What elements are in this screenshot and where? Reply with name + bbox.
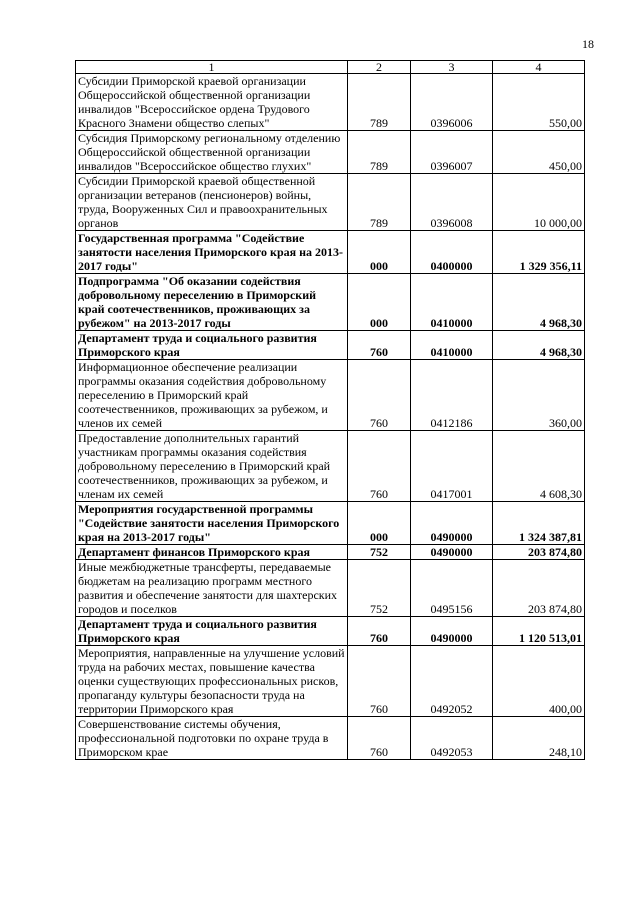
- row-csr-cell: 0396006: [411, 74, 493, 131]
- table-body: [76, 61, 585, 760]
- table-header-row: [76, 61, 585, 74]
- header-col-2: 2: [348, 61, 411, 74]
- row-code-cell: 760: [348, 717, 411, 760]
- table-row: [76, 274, 585, 331]
- row-name-cell: Совершенствование системы обучения, профессиональной подготовки по охране труда в Приморском крае: [76, 717, 348, 760]
- row-sum-cell: 1 324 387,81: [493, 502, 585, 545]
- row-name-cell: Субсидии Приморской краевой общественной организации ветеранов (пенсионеров) войны, труда, Вооруженных Сил и правоохранительных органов: [76, 174, 348, 231]
- row-csr-cell: 0490000: [411, 545, 493, 560]
- row-sum-cell: 4 608,30: [493, 431, 585, 502]
- row-sum-cell: 450,00: [493, 131, 585, 174]
- row-sum-cell: 203 874,80: [493, 545, 585, 560]
- table-row: [76, 545, 585, 560]
- row-csr-cell: 0490000: [411, 617, 493, 646]
- row-csr-cell: 0490000: [411, 502, 493, 545]
- table-row: [76, 646, 585, 717]
- row-csr-cell: 0400000: [411, 231, 493, 274]
- row-sum-cell: 248,10: [493, 717, 585, 760]
- row-sum-cell: 360,00: [493, 360, 585, 431]
- row-csr-cell: 0410000: [411, 331, 493, 360]
- row-sum-cell: 10 000,00: [493, 174, 585, 231]
- row-code-cell: 000: [348, 274, 411, 331]
- row-sum-cell: 1 329 356,11: [493, 231, 585, 274]
- table-row: [76, 131, 585, 174]
- row-code-cell: 760: [348, 431, 411, 502]
- table-row: [76, 560, 585, 617]
- row-name-cell: Департамент труда и социального развития Приморского края: [76, 617, 348, 646]
- page-number: 18: [582, 37, 594, 51]
- row-name-cell: Департамент труда и социального развития Приморского края: [76, 331, 348, 360]
- table-row: [76, 717, 585, 760]
- table-row: [76, 360, 585, 431]
- header-col-1: 1: [76, 61, 348, 74]
- row-code-cell: 789: [348, 74, 411, 131]
- row-sum-cell: 550,00: [493, 74, 585, 131]
- row-code-cell: 760: [348, 360, 411, 431]
- row-code-cell: 760: [348, 617, 411, 646]
- row-name-cell: Предоставление дополнительных гарантий участникам программы оказания содействия добровольному переселению в Приморский край соотечественников, проживающих за рубежом, и членам их семей: [76, 431, 348, 502]
- row-code-cell: 752: [348, 560, 411, 617]
- row-sum-cell: 1 120 513,01: [493, 617, 585, 646]
- row-code-cell: 789: [348, 174, 411, 231]
- row-sum-cell: 4 968,30: [493, 274, 585, 331]
- row-csr-cell: 0495156: [411, 560, 493, 617]
- budget-table: [75, 60, 585, 760]
- row-name-cell: Информационное обеспечение реализации программы оказания содействия добровольному переселению в Приморский край соотечественников, проживающих за рубежом, и членов их семей: [76, 360, 348, 431]
- table-row: [76, 617, 585, 646]
- row-sum-cell: 4 968,30: [493, 331, 585, 360]
- row-name-cell: Мероприятия государственной программы "Содействие занятости населения Приморского края на 2013-2017 годы": [76, 502, 348, 545]
- header-col-4: 4: [493, 61, 585, 74]
- row-name-cell: Департамент финансов Приморского края: [76, 545, 348, 560]
- row-csr-cell: 0412186: [411, 360, 493, 431]
- row-sum-cell: 203 874,80: [493, 560, 585, 617]
- table-row: [76, 74, 585, 131]
- row-name-cell: Мероприятия, направленные на улучшение условий труда на рабочих местах, повышение качества оценки существующих профессиональных рисков, пропаганду культуры безопасности труда на территории Приморского края: [76, 646, 348, 717]
- row-name-cell: Подпрограмма "Об оказании содействия добровольному переселению в Приморский край соотечественников, проживающих за рубежом" на 2013-2017 годы: [76, 274, 348, 331]
- row-name-cell: Государственная программа "Содействие занятости населения Приморского края на 2013-2017 годы": [76, 231, 348, 274]
- header-col-3: 3: [411, 61, 493, 74]
- row-name-cell: Субсидия Приморскому региональному отделению Общероссийской общественной организации инвалидов "Всероссийское общество глухих": [76, 131, 348, 174]
- row-name-cell: Иные межбюджетные трансферты, передаваемые бюджетам на реализацию программ местного развития и обеспечение занятости для шахтерских городов и поселков: [76, 560, 348, 617]
- table-row: [76, 174, 585, 231]
- row-csr-cell: 0396007: [411, 131, 493, 174]
- row-code-cell: 000: [348, 502, 411, 545]
- row-code-cell: 760: [348, 646, 411, 717]
- row-code-cell: 789: [348, 131, 411, 174]
- row-code-cell: 752: [348, 545, 411, 560]
- row-csr-cell: 0417001: [411, 431, 493, 502]
- table-row: [76, 431, 585, 502]
- row-name-cell: Субсидии Приморской краевой организации Общероссийской общественной организации инвалидов "Всероссийское ордена Трудового Красного Знамени общество слепых": [76, 74, 348, 131]
- row-sum-cell: 400,00: [493, 646, 585, 717]
- table-row: [76, 331, 585, 360]
- table-row: [76, 502, 585, 545]
- row-csr-cell: 0492053: [411, 717, 493, 760]
- table-row: [76, 231, 585, 274]
- row-csr-cell: 0396008: [411, 174, 493, 231]
- row-csr-cell: 0410000: [411, 274, 493, 331]
- row-csr-cell: 0492052: [411, 646, 493, 717]
- row-code-cell: 760: [348, 331, 411, 360]
- row-code-cell: 000: [348, 231, 411, 274]
